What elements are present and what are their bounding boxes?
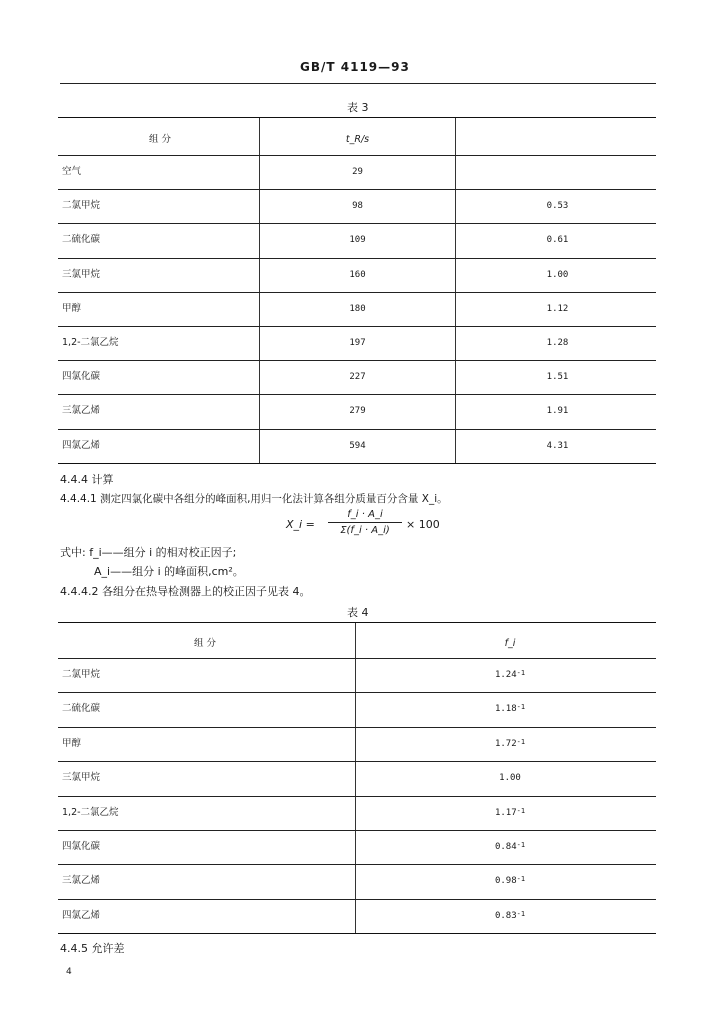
table3-row-retention-time: 594 [349,440,366,451]
where-line-2: A_i——组分 i 的峰面积,cm²。 [94,565,244,578]
table3-row-factor: 0.61 [546,235,569,246]
table4-top-border [58,622,656,623]
table4-row-factor-value: 1.00 [499,773,521,784]
table4-row-factor-value: 1.17 [494,807,517,818]
table3-bottom-border [58,463,656,464]
table4-row-factor [470,875,550,887]
table3-row-factor: 0.53 [546,201,569,212]
document-code: GB/T 4119—93 [300,60,410,74]
table4-row-factor [470,669,550,681]
table3-row-retention-time: 197 [349,338,366,348]
table4-row-component: 甲醇 [62,737,82,749]
table3-row-retention-time: 109 [349,235,366,246]
table4-row-rule [58,796,656,797]
table3-row-component: 甲醇 [62,302,82,314]
table3-row-rule [58,189,656,190]
table4-header-component: 组 分 [193,638,217,649]
formula-multiplier: × 100 [406,518,440,531]
paragraph-4-4-4-2: 4.4.4.2 各组分在热导检测器上的校正因子见表 4。 [60,585,311,598]
table4-header-factor: f_i [504,638,516,649]
table4-row-factor-exponent: -1 [516,703,526,712]
formula-numerator: f_i · A_i [347,509,383,520]
table3-header-component: 组 分 [148,134,172,145]
table4-row-factor-value: 0.84 [494,842,517,852]
formula-denominator: Σ(f_i · A_i) [340,525,390,536]
table4-bottom-border [58,933,656,934]
table3-row-rule [58,223,656,224]
table4-row-rule [58,727,656,728]
table4-title: 表 4 [347,606,369,619]
table4-row-factor [470,703,550,715]
heading-4-4-5: 4.4.5 允许差 [60,942,125,955]
table4-row-component: 三氯甲烷 [62,772,101,784]
table3-row-retention-time: 160 [349,269,366,280]
table3-row-component: 1,2-二氯乙烷 [62,337,119,348]
table4-row-factor [470,910,550,922]
table3-row-rule [58,258,656,259]
table4-row-factor [470,841,550,853]
formula-fraction-bar [328,522,402,523]
table4-row-component: 三氯乙烯 [62,875,101,887]
table4-row-factor-value: 1.18 [494,704,517,715]
table4-row-rule [58,692,656,693]
table3-top-border [58,117,656,118]
table3-row-rule [58,394,656,395]
table3-row-factor: 4.31 [546,440,569,451]
table3-row-rule [58,326,656,327]
table3-row-factor: 1.28 [546,338,569,348]
table3-row-retention-time: 227 [349,372,366,383]
table4-row-rule [58,864,656,865]
table3-row-factor: 1.00 [546,269,569,280]
table4-row-factor-value: 0.83 [494,910,517,921]
table4-row-factor-exponent: -1 [516,669,526,677]
formula-lhs: X_i = [286,518,315,531]
heading-4-4-4: 4.4.4 计算 [60,473,114,486]
table3-header-retention-time: t_R/s [345,134,370,145]
table3-row-factor: 1.91 [546,406,569,417]
table3-row-factor: 1.12 [546,303,569,314]
table3-row-factor: 1.51 [546,372,569,383]
table3-col-divider-2 [455,118,456,463]
table4-row-factor-exponent: -1 [516,909,526,918]
table4-row-factor-exponent: -1 [516,841,526,849]
table3-row-retention-time: 98 [352,201,363,212]
table4-row-rule [58,899,656,900]
table4-row-rule [58,761,656,762]
table4-row-factor [470,738,550,750]
table3-row-component: 三氯乙烯 [62,405,101,417]
table3-row-component: 四氯乙烯 [62,439,101,451]
table4-col-divider [355,623,356,933]
table3-row-component: 三氯甲烷 [62,268,101,280]
table4-row-factor-value: 1.72 [494,738,517,749]
table4-row-factor-exponent: -1 [516,806,526,815]
table4-row-rule [58,830,656,831]
table4-header-rule [58,658,656,659]
table4-row-component: 四氯化碳 [62,841,101,852]
table3-row-component: 空气 [62,166,82,177]
table3-row-rule [58,360,656,361]
table4-row-factor-value: 0.98 [494,876,517,887]
table3-row-component: 二氯甲烷 [62,200,101,212]
table3-col-divider-1 [259,118,260,463]
where-line-1: 式中: f_i——组分 i 的相对校正因子; [60,546,237,559]
paragraph-4-4-4-1: 4.4.4.1 测定四氯化碳中各组分的峰面积,用归一化法计算各组分质量百分含量 X_i。 [60,493,448,505]
table4-row-component: 1,2-二氯乙烷 [62,806,119,818]
table3-row-rule [58,429,656,430]
table3-row-rule [58,292,656,293]
table3-header-rule [58,155,656,156]
table3-row-retention-time: 29 [352,167,363,177]
table3-row-component: 二硫化碳 [62,234,101,246]
table4-row-component: 二氯甲烷 [62,669,101,680]
page-number: 4 [66,967,72,977]
header-rule [60,83,656,84]
table4-row-factor [470,772,550,784]
table4-row-component: 四氯乙烯 [62,909,101,921]
table3-row-component: 四氯化碳 [62,371,101,383]
table3-title: 表 3 [347,101,369,114]
table4-row-factor-value: 1.24 [494,670,517,680]
table4-row-component: 二硫化碳 [62,703,101,715]
table3-row-retention-time: 180 [349,303,366,314]
table3-row-retention-time: 279 [349,406,366,417]
table4-row-factor-exponent: -1 [516,875,526,884]
table4-row-factor [470,807,550,819]
table4-row-factor-exponent: -1 [516,737,526,746]
